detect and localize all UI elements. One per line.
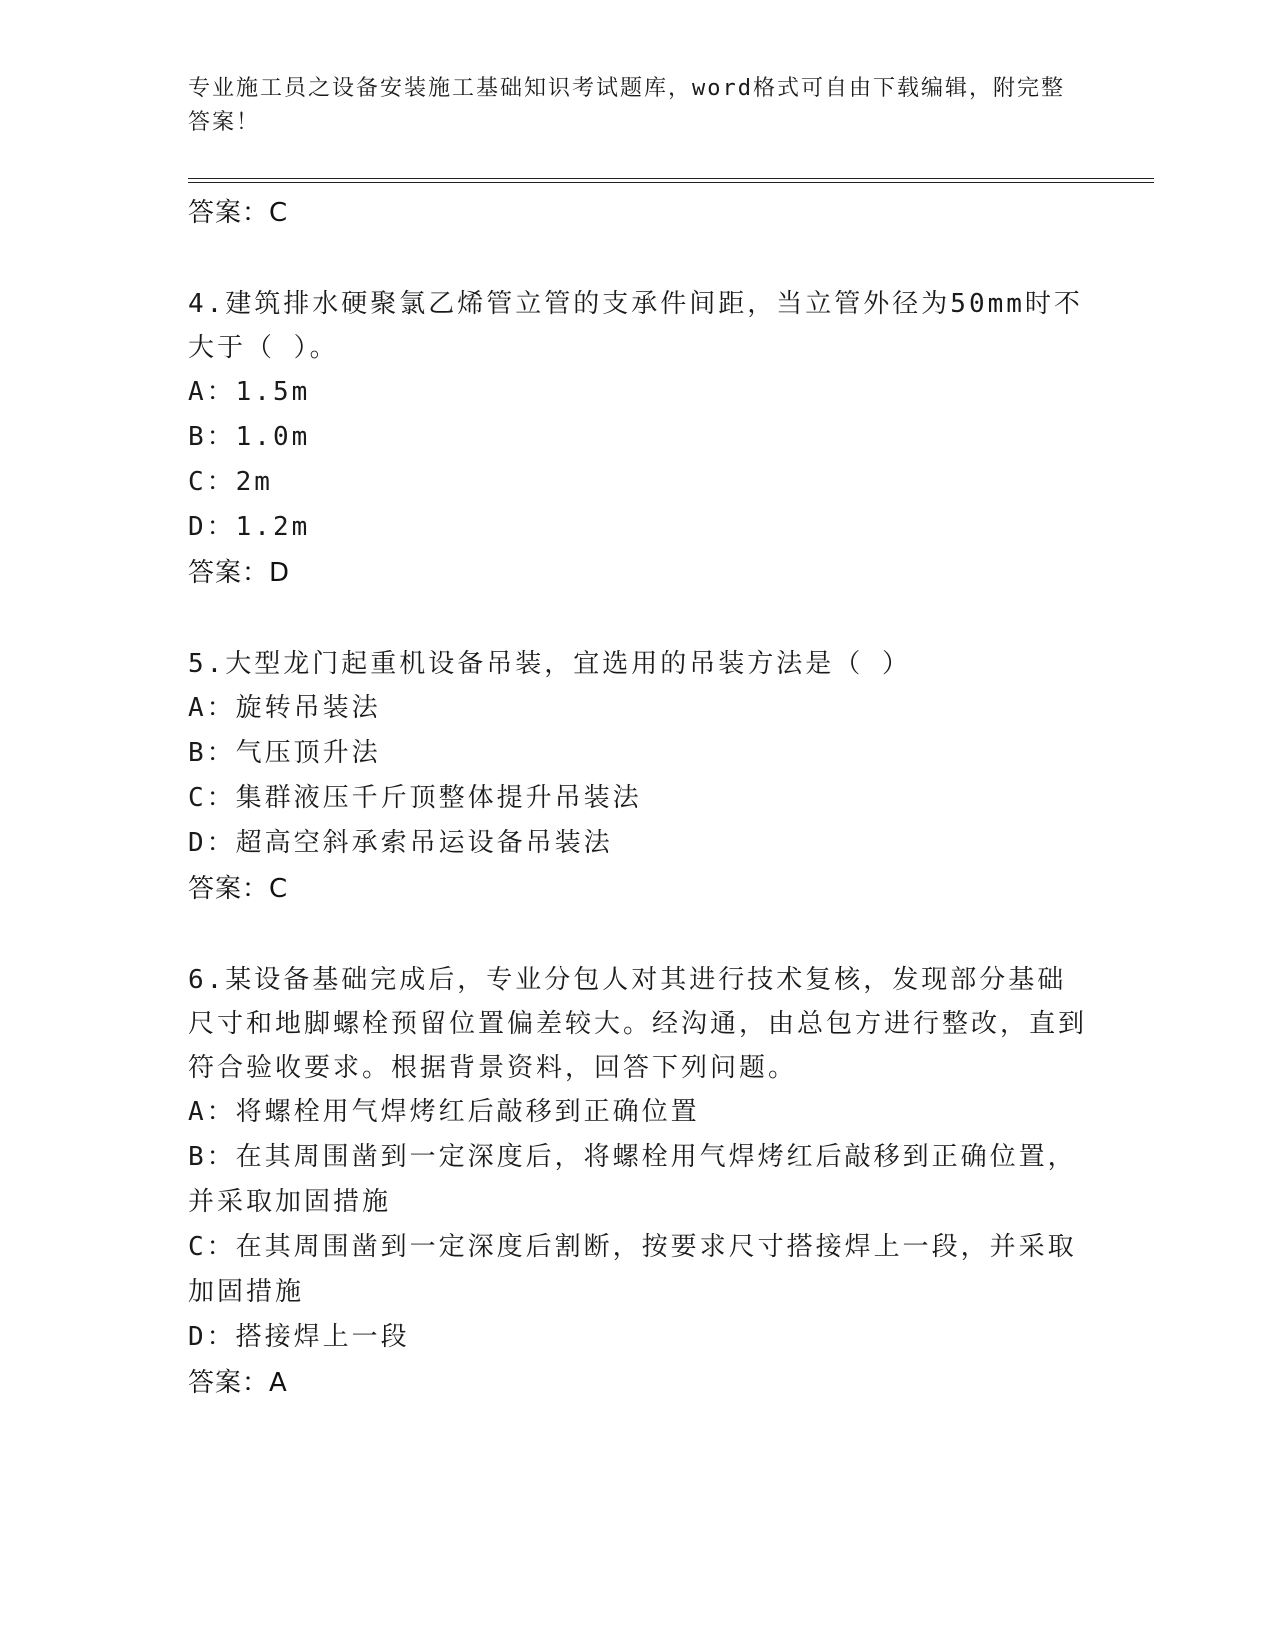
option-b: B：1.0m [188, 422, 311, 452]
question-6 [188, 958, 1088, 1406]
document-header: 专业施工员之设备安装施工基础知识考试题库，word格式可自由下载编辑，附完整答案！ [188, 76, 1065, 135]
document-page [188, 72, 1088, 140]
question-5 [188, 642, 1088, 912]
answer-line: 答案：C [188, 198, 289, 228]
option-d: D：超高空斜承索吊运设备吊装法 [188, 828, 613, 858]
header-divider-secondary [188, 182, 1154, 183]
answer-line: 答案：A [188, 1368, 288, 1398]
option-d: D：搭接焊上一段 [188, 1322, 410, 1352]
option-c: C：在其周围凿到一定深度后割断，按要求尺寸搭接焊上一段，并采取加固措施 [188, 1232, 1077, 1307]
spacer [188, 236, 1088, 282]
option-a: A：旋转吊装法 [188, 693, 381, 723]
question-4 [188, 282, 1088, 596]
spacer [188, 596, 1088, 642]
option-c: C：2m [188, 467, 273, 497]
header-divider [188, 178, 1154, 179]
question-text: 6.某设备基础完成后，专业分包人对其进行技术复核，发现部分基础尺寸和地脚螺栓预留位置偏差较大。经沟通，由总包方进行整改，直到符合验收要求。根据背景资料，回答下列问题。 [188, 965, 1088, 1083]
option-b: B：在其周围凿到一定深度后，将螺栓用气焊烤红后敲移到正确位置，并采取加固措施 [188, 1142, 1077, 1217]
spacer [188, 912, 1088, 958]
option-a: A：1.5m [188, 377, 311, 407]
document-body [188, 190, 1088, 1406]
option-c: C：集群液压千斤顶整体提升吊装法 [188, 783, 642, 813]
answer-line: 答案：D [188, 558, 291, 588]
question-text: 4.建筑排水硬聚氯乙烯管立管的支承件间距，当立管外径为50mm时不大于（ ）。 [188, 289, 1083, 363]
option-b: B：气压顶升法 [188, 738, 381, 768]
option-d: D：1.2m [188, 512, 311, 542]
question-text: 5.大型龙门起重机设备吊装，宜选用的吊装方法是（ ） [188, 649, 911, 679]
option-a: A：将螺栓用气焊烤红后敲移到正确位置 [188, 1097, 700, 1127]
answer-line: 答案：C [188, 874, 289, 904]
